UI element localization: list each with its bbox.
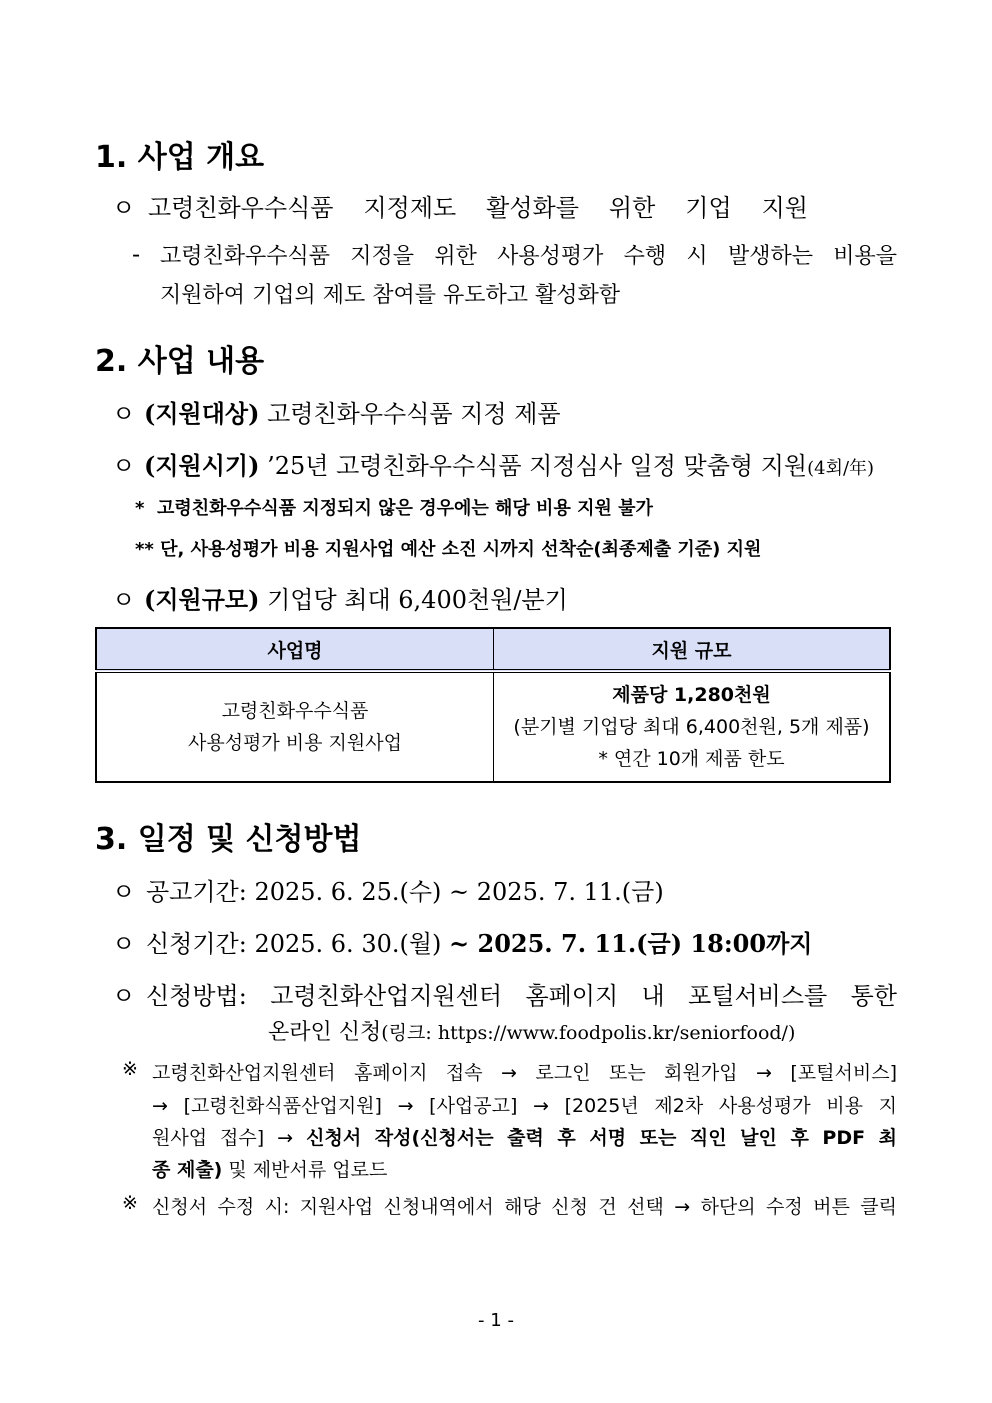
apply-method-line1: 신청방법: 고령친화산업지원센터 홈페이지 내 포털서비스를 통한	[146, 982, 897, 1010]
bullet-circle-icon: ㅇ	[112, 452, 136, 480]
note-1: * 고령친화우수식품 지정되지 않은 경우에는 해당 비용 지원 불가	[135, 498, 653, 519]
remark-1-line2: → [고령친화식품산업지원] → [사업공고] → [2025년 제2차 사용성평가 비용 지	[152, 1095, 897, 1117]
table-header-name: 사업명	[96, 628, 494, 671]
overview-main: 고령친화우수식품 지정제도 활성화를 위한 기업 지원	[148, 194, 808, 222]
page-number: - 1 -	[478, 1310, 514, 1331]
bullet-circle-icon: ㅇ	[112, 930, 136, 958]
remark-1-line1: 고령친화산업지원센터 홈페이지 접속 → 로그인 또는 회원가입 → [포털서비스]	[152, 1062, 897, 1084]
apply-method-line2: 온라인 신청(링크: https://www.foodpolis.kr/seniorfood/)	[268, 1020, 796, 1045]
remark-2: 신청서 수정 시: 지원사업 신청내역에서 해당 신청 건 선택 → 하단의 수정 버튼 클릭	[152, 1196, 897, 1218]
support-scale: (지원규모) 기업당 최대 6,400천원/분기	[144, 585, 568, 614]
support-period: (지원시기) ’25년 고령친화우수식품 지정심사 일정 맞춤형 지원(4회/年)	[144, 451, 875, 480]
overview-sub-line1: 고령친화우수식품 지정을 위한 사용성평가 수행 시 발생하는 비용을	[160, 244, 897, 269]
dash-icon: -	[132, 240, 141, 268]
table-header-scale: 지원 규모	[494, 628, 891, 671]
note-2: ** 단, 사용성평가 비용 지원사업 예산 소진 시까지 선착순(최종제출 기준) 지원	[135, 539, 762, 560]
bullet-circle-icon: ㅇ	[112, 878, 136, 906]
bullet-circle-icon: ㅇ	[112, 586, 136, 614]
bullet-circle-icon: ㅇ	[112, 982, 136, 1010]
remark-1-line4: 종 제출) 및 제반서류 업로드	[152, 1159, 388, 1181]
section-3-title: 3. 일정 및 신청방법	[95, 822, 362, 857]
overview-sub-line2: 지원하여 기업의 제도 참여를 유도하고 활성화함	[160, 283, 621, 308]
bullet-circle-icon: ㅇ	[112, 194, 136, 222]
table-cell-scale: 제품당 1,280천원 (분기별 기업당 최대 6,400천원, 5개 제품) * 연간 10개 제품 한도	[494, 671, 891, 782]
remark-1-line3: 원사업 접수] → 신청서 작성(신청서는 출력 후 서명 또는 직인 날인 후 PDF 최	[152, 1127, 897, 1149]
apply-period: 신청기간: 2025. 6. 30.(월) ~ 2025. 7. 11.(금) 18:00까지	[146, 929, 813, 958]
table-cell-name: 고령친화우수식품 사용성평가 비용 지원사업	[96, 671, 494, 782]
support-table	[95, 627, 891, 783]
section-2-title: 2. 사업 내용	[95, 344, 265, 379]
bullet-circle-icon: ㅇ	[112, 400, 136, 428]
section-1-title: 1. 사업 개요	[95, 140, 265, 175]
support-target: (지원대상) 고령친화우수식품 지정 제품	[144, 399, 561, 428]
reference-mark-icon: ※	[122, 1058, 138, 1080]
apply-link[interactable]: (링크: https://www.foodpolis.kr/seniorfood/)	[381, 1022, 796, 1044]
notice-period: 공고기간: 2025. 6. 25.(수) ~ 2025. 7. 11.(금)	[146, 878, 664, 906]
reference-mark-icon: ※	[122, 1192, 138, 1214]
